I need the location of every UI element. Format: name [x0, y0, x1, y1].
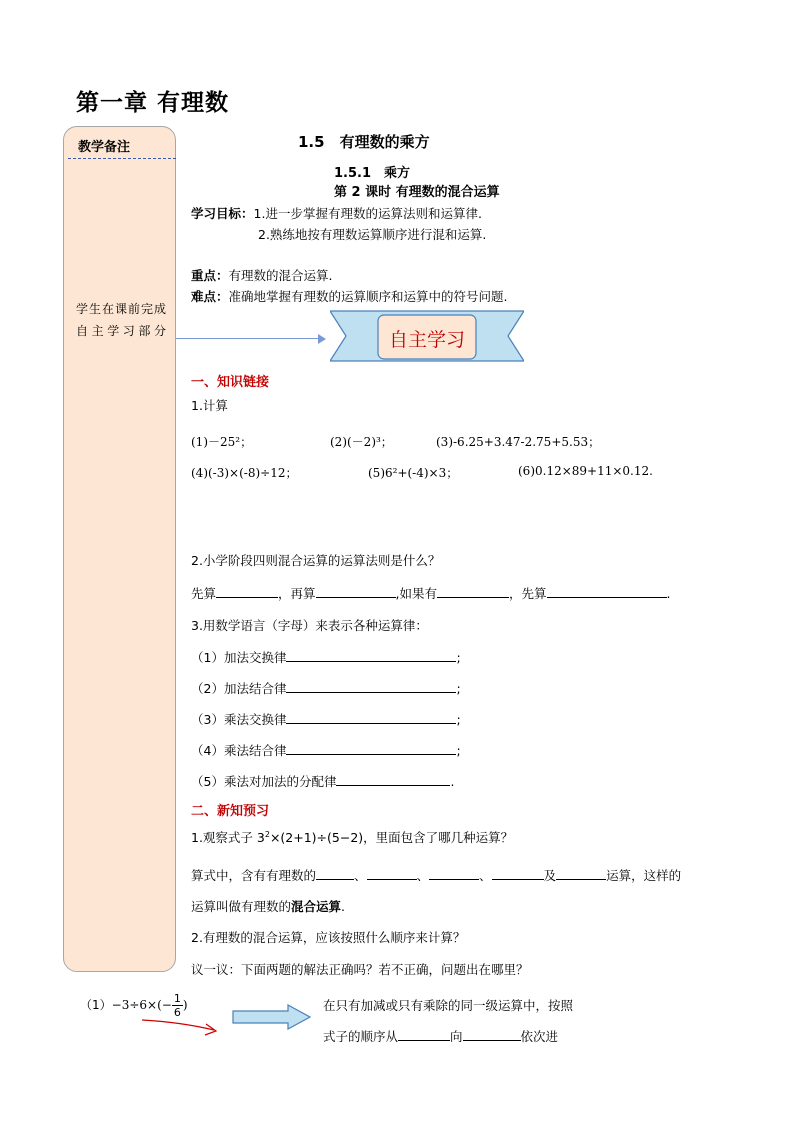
goal-2: 2.熟练地按有理数运算顺序进行混和运算. [258, 227, 487, 242]
order-text-1: 先算 [191, 586, 217, 601]
difficulty-text: 准确地掌握有理数的运算顺序和运算中的符号问题. [228, 289, 508, 304]
law-end: ; [456, 743, 461, 758]
definition-end: . [341, 899, 346, 914]
blank[interactable] [429, 867, 479, 880]
block-arrow-icon [232, 1004, 312, 1030]
difficulty-label: 难点： [191, 289, 229, 304]
blank[interactable] [398, 1028, 450, 1041]
definition-term: 混合运算 [291, 899, 342, 914]
example-close-paren: ) [182, 998, 188, 1012]
connector-arrow-head-icon [318, 334, 326, 344]
separator: 、 [416, 868, 430, 883]
chapter-title: 第一章 有理数 [76, 90, 230, 116]
law-row [191, 710, 461, 728]
sidebar-divider [68, 158, 176, 159]
part1-q1: 1.计算 [191, 398, 228, 413]
calc-item-5: (5)6²+(-4)×3； [368, 466, 459, 480]
law-label: （1）加法交换律 [191, 650, 287, 665]
blank[interactable] [286, 680, 456, 693]
law-label: （4）乘法结合律 [191, 743, 287, 758]
calc-item-4: (4)(-3)×(-8)÷12； [191, 466, 298, 480]
law-label: （5）乘法对加法的分配律 [191, 774, 337, 789]
law-end: ; [456, 712, 461, 727]
order-text-3: ,如果有 [395, 586, 438, 601]
part2-q2: 2.有理数的混合运算，应该按照什么顺序来计算？ [191, 930, 466, 945]
calc-item-6: (6)0.12×89+11×0.12. [518, 464, 653, 478]
blank[interactable] [556, 867, 606, 880]
rule-line-2 [323, 1027, 558, 1045]
q1-text-pre: 1.观察式子 3 [191, 830, 265, 845]
blank[interactable] [216, 585, 278, 598]
definition-row [191, 897, 345, 915]
order-fill-row [191, 584, 671, 602]
and-text: 及 [543, 868, 557, 883]
rule-text: 依次进 [520, 1029, 559, 1044]
rule-text: 式子的顺序从 [323, 1029, 399, 1044]
blank[interactable] [286, 742, 456, 755]
part1-q2: 2.小学阶段四则混合运算的运算法则是什么？ [191, 553, 441, 568]
red-arrow-icon [140, 1016, 224, 1038]
fraction [172, 992, 183, 1019]
example-1 [80, 992, 188, 1019]
fill-text: 算式中，含有有理数的 [191, 868, 317, 883]
example-expression: −3÷6×(− [111, 998, 172, 1012]
order-text-4: ，先算 [509, 586, 547, 601]
law-row [191, 679, 461, 697]
fraction-numerator: 1 [173, 992, 181, 1005]
sidebar-note: 学生在课前完成自主学习部分 [76, 302, 166, 338]
part2-heading: 二、新知预习 [191, 804, 270, 819]
sidebar-title: 教学备注 [78, 140, 131, 155]
separator: 、 [479, 868, 492, 883]
order-text-5: . [666, 586, 671, 601]
subsection-title: 1.5.1 乘方 [334, 166, 411, 181]
q1-text-post: ×(2+1)÷(5−2)，里面包含了哪几种运算？ [269, 830, 514, 845]
blank[interactable] [463, 1028, 521, 1041]
law-end: ; [456, 681, 461, 696]
order-text-2: ，再算 [278, 586, 316, 601]
law-end: ; [456, 650, 461, 665]
banner-text: 自主学习 [388, 329, 465, 351]
blank[interactable] [547, 585, 667, 598]
operations-fill-row [191, 866, 681, 884]
part1-q3: 3.用数学语言（字母）来表示各种运算律： [191, 618, 428, 633]
connector-arrow-line [176, 338, 324, 339]
blank[interactable] [286, 711, 456, 724]
goals-row-1 [191, 204, 482, 222]
law-row [191, 741, 461, 759]
discuss-prompt: 议一议：下面两题的解法正确吗？若不正确，问题出在哪里？ [191, 962, 529, 977]
law-label: （3）乘法交换律 [191, 712, 287, 727]
example-label: （1） [80, 998, 112, 1012]
law-label: （2）加法结合律 [191, 681, 287, 696]
calc-item-1: (1)－25²； [191, 435, 253, 449]
self-study-banner [330, 307, 524, 369]
law-row [191, 772, 454, 790]
fill-text-post: 运算，这样的 [606, 868, 682, 883]
teaching-notes-sidebar [63, 126, 176, 972]
law-end: . [450, 774, 455, 789]
blank[interactable] [492, 867, 544, 880]
key-point-text: 有理数的混合运算. [228, 268, 333, 283]
goal-1: 1.进一步掌握有理数的运算法则和运算律. [253, 206, 482, 221]
q1-exponent: 2 [264, 829, 270, 839]
key-point-label: 重点： [191, 268, 229, 283]
blank[interactable] [437, 585, 509, 598]
definition-text: 运算叫做有理数的 [191, 899, 292, 914]
difficulty [191, 287, 508, 305]
blank[interactable] [367, 867, 417, 880]
calc-item-2: (2)(－2)³； [330, 435, 393, 449]
rule-line-1: 在只有加减或只有乘除的同一级运算中，按照 [323, 998, 574, 1013]
part2-q1 [191, 828, 513, 846]
calc-item-3: (3)-6.25+3.47-2.75+5.53； [436, 435, 601, 449]
key-point [191, 266, 333, 284]
separator: 、 [354, 868, 367, 883]
law-row [191, 648, 461, 666]
blank[interactable] [336, 773, 450, 786]
goals-label: 学习目标： [191, 206, 254, 221]
blank[interactable] [286, 649, 456, 662]
rule-text: 向 [450, 1029, 463, 1044]
blank[interactable] [316, 585, 396, 598]
fraction-denominator: 6 [173, 1006, 181, 1019]
lesson-title: 第 2 课时 有理数的混合运算 [334, 185, 500, 200]
blank[interactable] [316, 867, 354, 880]
section-title: 1.5 有理数的乘方 [298, 133, 430, 151]
part1-heading: 一、知识链接 [191, 375, 270, 390]
